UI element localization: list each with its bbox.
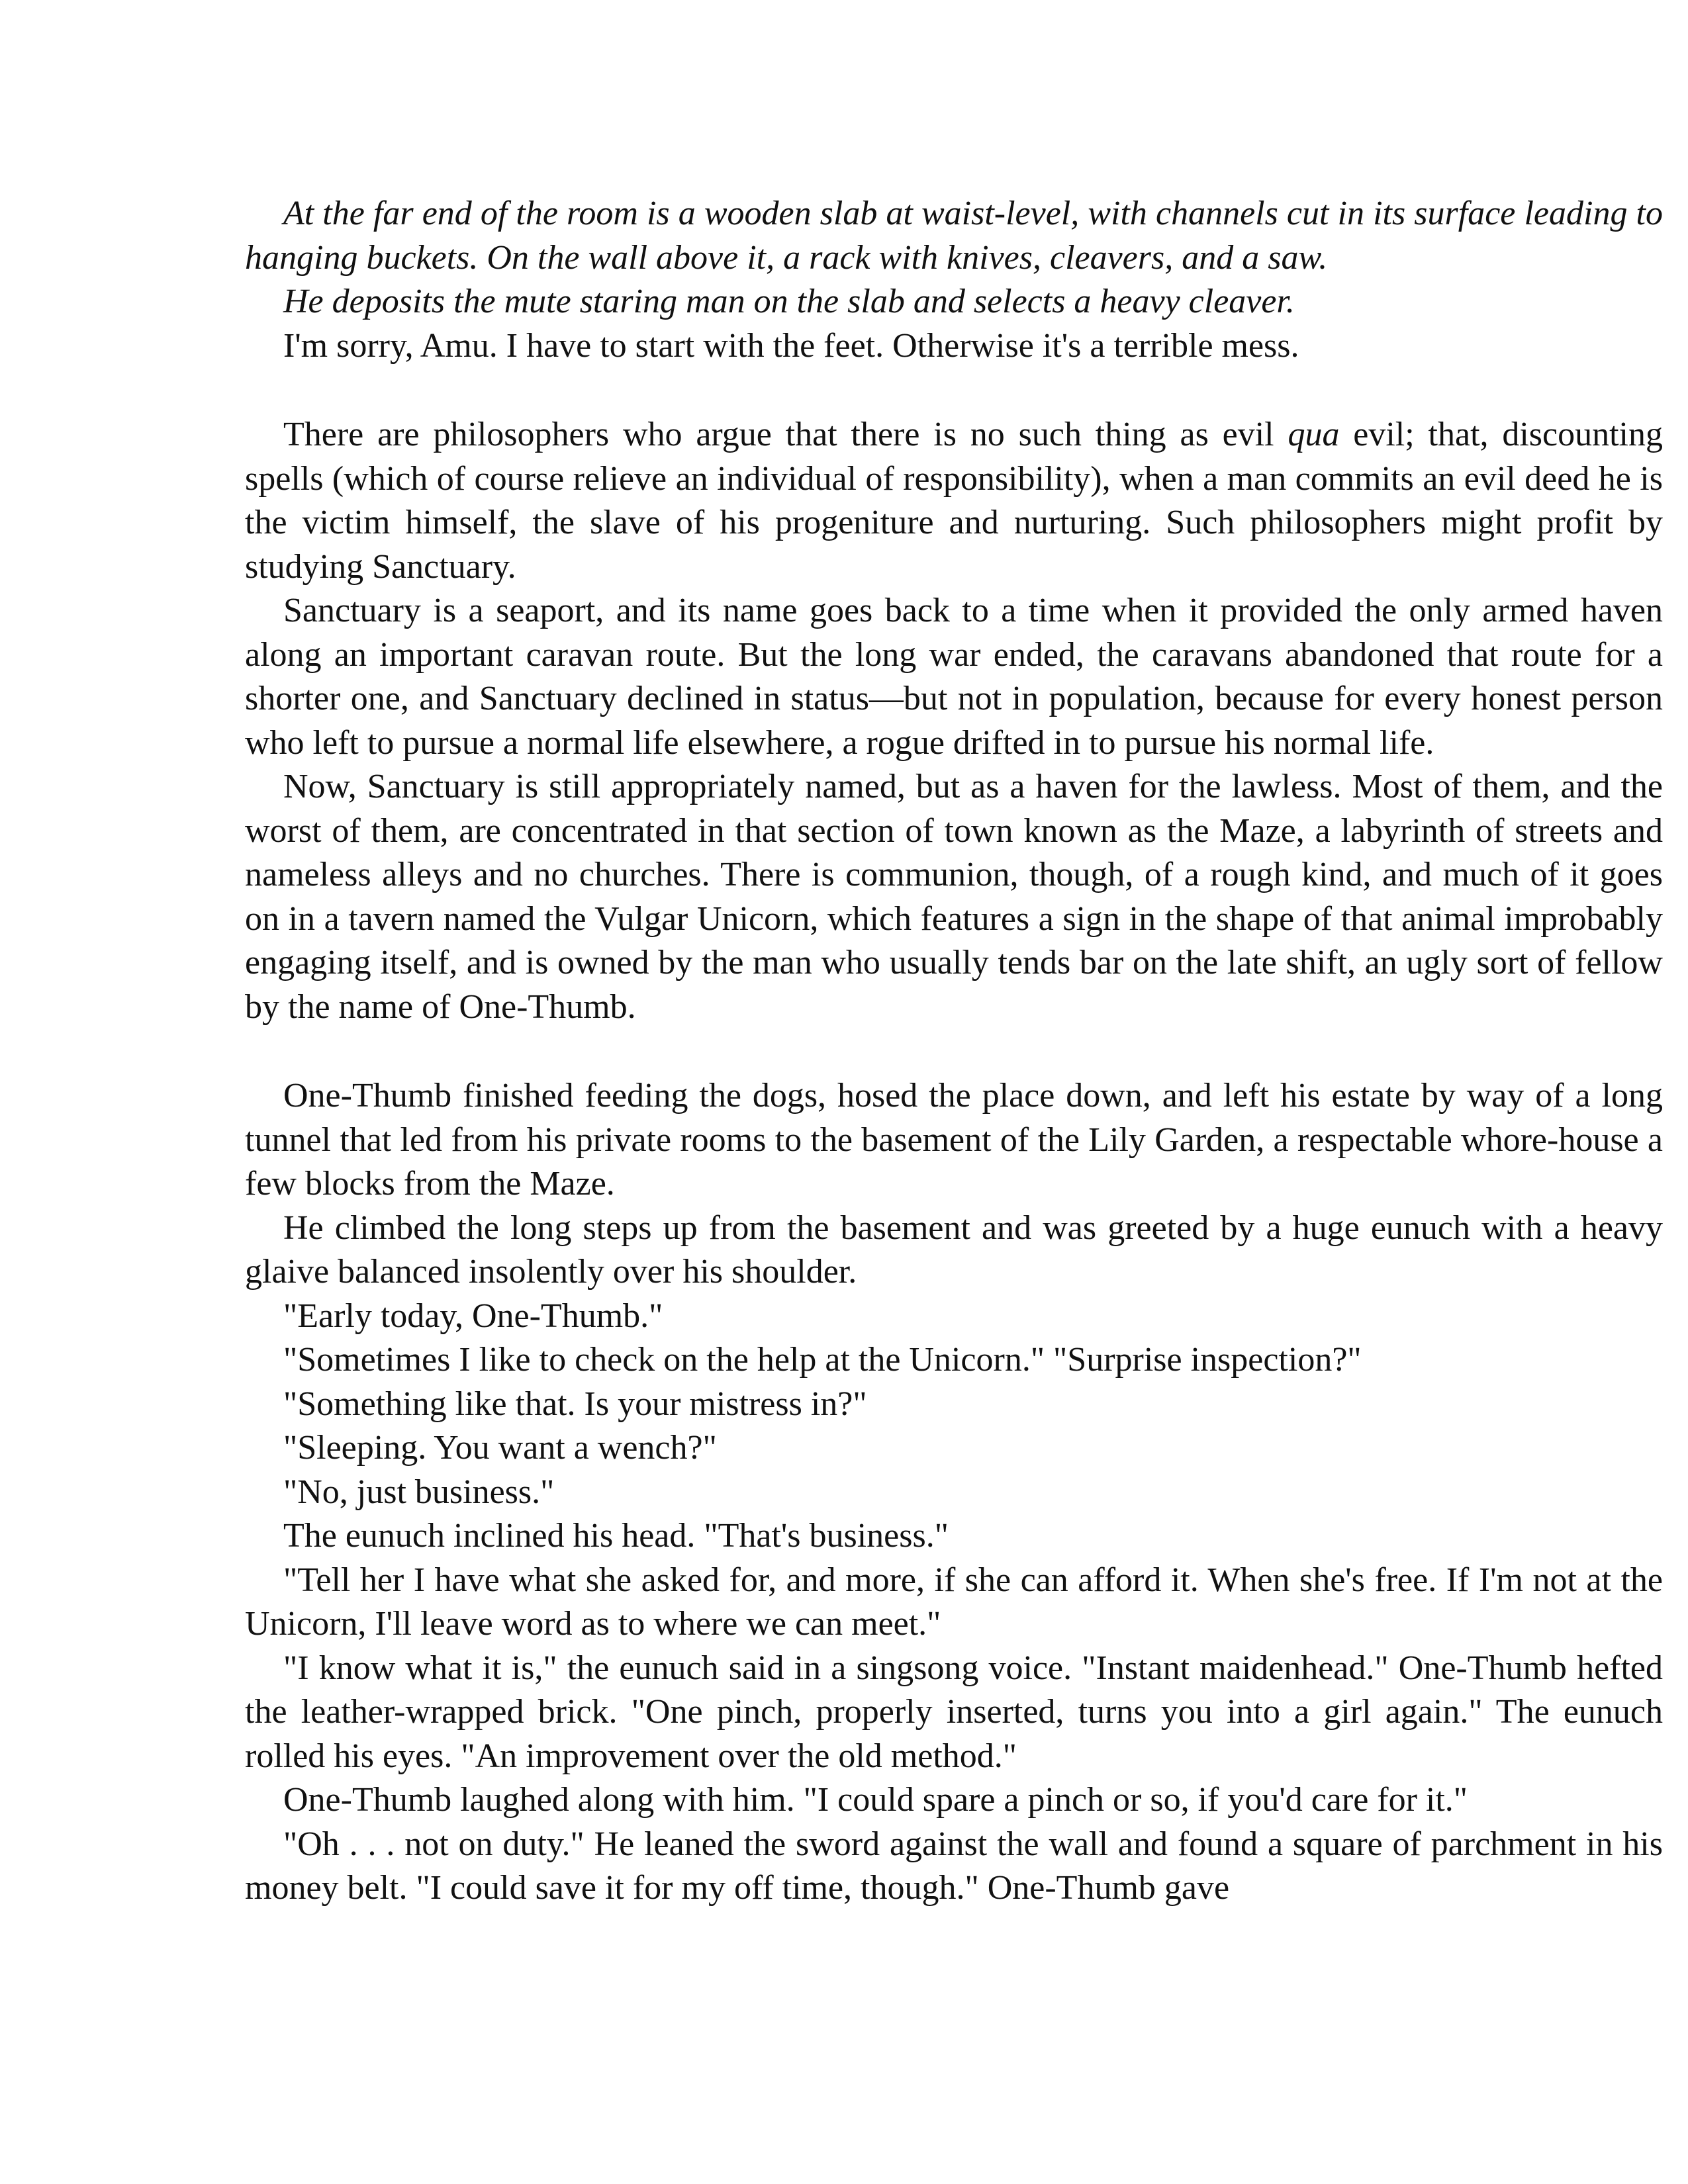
book-page [245, 192, 1663, 1911]
paragraph: "I know what it is," the eunuch said in a singsong voice. "Instant maidenhead." One-Thumb hefted the leather-wrapped brick. "One pinch, properly inserted, turns you into a girl again." The eunuch rolled his eyes. "An improvement over the old method." [245, 1649, 1663, 1775]
one-thumb-section [245, 1074, 1663, 1911]
text-run: evil; that, discounting spells (which of course relieve an individual of responsibility), when a man commits an evil deed he is the victim himself, the slave of his progeniture and nurturing. Such philosophers might profit by studying Sanctuary. [245, 416, 1663, 586]
section-break [245, 1029, 1663, 1074]
section-break [245, 368, 1663, 413]
sanctuary-intro-section [245, 413, 1663, 1029]
paragraph: "Sometimes I like to check on the help at the Unicorn." "Surprise inspection?" [283, 1341, 1362, 1379]
paragraph: "Tell her I have what she asked for, and more, if she can afford it. When she's free. If I'm not at the Unicorn, I'll leave word as to where we can meet." [245, 1561, 1663, 1643]
text-run: There are philosophers who argue that there is no such thing as evil [283, 416, 1288, 453]
paragraph [245, 413, 1663, 589]
paragraph: "No, just business." [283, 1473, 555, 1511]
paragraph: Sanctuary is a seaport, and its name goes back to a time when it provided the only armed haven along an important caravan route. But the long war ended, the caravans abandoned that route for a shorter one, and Sanctuary declined in status—but not in population, because for every honest person who left to pursue a normal life elsewhere, a rogue drifted in to pursue his normal life. [245, 592, 1663, 762]
paragraph: "Sleeping. You want a wench?" [283, 1429, 717, 1467]
italic-scene-section [245, 192, 1663, 368]
paragraph: "Oh . . . not on duty." He leaned the sword against the wall and found a square of parchment in his money belt. "I could save it for my off time, though." One-Thumb gave [245, 1825, 1663, 1907]
paragraph: Now, Sanctuary is still appropriately named, but as a haven for the lawless. Most of them, and the worst of them, are concentrated in that section of town known as the Maze, a labyrinth of streets and nameless alleys and no churches. There is communion, though, of a rough kind, and much of it goes on in a tavern named the Vulgar Unicorn, which features a sign in the shape of that animal improbably engaging itself, and is owned by the man who usually tends bar on the late shift, an ugly sort of fellow by the name of One-Thumb. [245, 768, 1663, 1026]
paragraph: He deposits the mute staring man on the slab and selects a heavy cleaver. [283, 283, 1295, 320]
paragraph: I'm sorry, Amu. I have to start with the feet. Otherwise it's a terrible mess. [283, 326, 1299, 365]
emphasis-qua: qua [1288, 416, 1340, 453]
paragraph: The eunuch inclined his head. "That's business." [283, 1517, 949, 1555]
paragraph: "Early today, One-Thumb." [283, 1297, 663, 1335]
paragraph: At the far end of the room is a wooden slab at waist-level, with channels cut in its surface leading to hanging buckets. On the wall above it, a rack with knives, cleavers, and a saw. [245, 195, 1663, 277]
paragraph: One-Thumb laughed along with him. "I could spare a pinch or so, if you'd care for it." [283, 1781, 1468, 1819]
paragraph: He climbed the long steps up from the basement and was greeted by a huge eunuch with a heavy glaive balanced insolently over his shoulder. [245, 1208, 1663, 1291]
paragraph: "Something like that. Is your mistress in?" [283, 1385, 867, 1423]
paragraph: One-Thumb finished feeding the dogs, hosed the place down, and left his estate by way of a long tunnel that led from his private rooms to the basement of the Lily Garden, a respectable whore-house a few blocks from the Maze. [245, 1077, 1663, 1203]
